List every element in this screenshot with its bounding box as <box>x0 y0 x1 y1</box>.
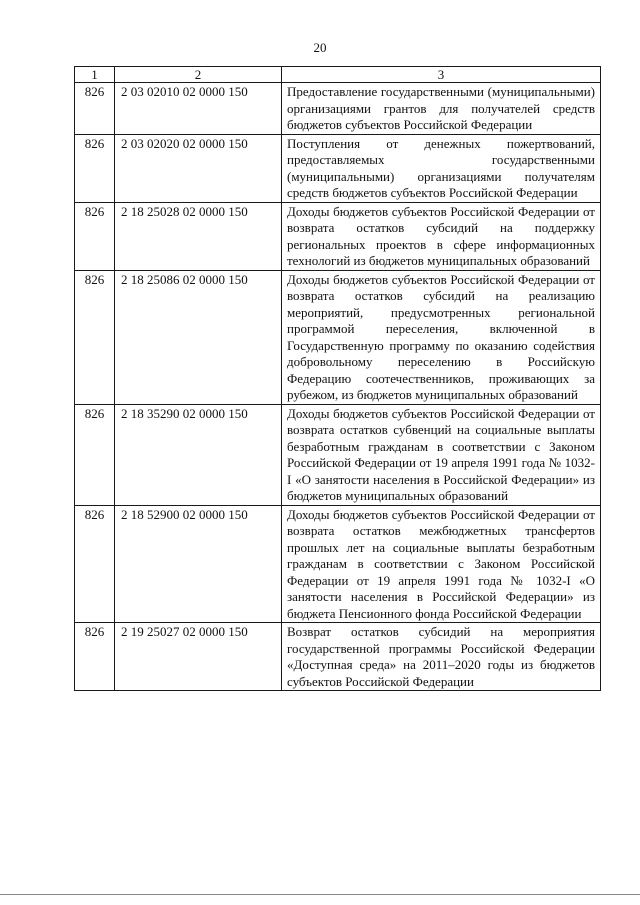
page-number: 20 <box>313 40 327 55</box>
revenue-name-cell: Предоставление государственными (муниципальными) организациями грантов для получателей средств бюджетов субъектов Российской Федерации <box>282 83 601 135</box>
budget-code-cell: 2 18 25086 02 0000 150 <box>115 270 282 404</box>
table-row <box>75 270 601 404</box>
budget-code-cell: 2 18 25028 02 0000 150 <box>115 202 282 270</box>
admin-code-cell: 826 <box>75 505 115 623</box>
table-row <box>75 623 601 691</box>
table-row <box>75 202 601 270</box>
revenue-name-cell: Возврат остатков субсидий на мероприятия государственной программы Российской Федерации «Доступная среда» на 2011–2020 годы из бюджетов субъектов Российской Федерации <box>282 623 601 691</box>
budget-code-cell: 2 19 25027 02 0000 150 <box>115 623 282 691</box>
budget-classification-table <box>74 66 601 691</box>
revenue-name-cell: Доходы бюджетов субъектов Российской Федерации от возврата остатков субсидий на реализацию мероприятий, предусмотренных региональной программой переселения, включенной в Государственную программу по оказанию содействия добровольному переселению в Российскую Федерацию соотечественников, проживающих за рубежом, из бюджетов муниципальных образований <box>282 270 601 404</box>
budget-code-cell: 2 03 02010 02 0000 150 <box>115 83 282 135</box>
table-row <box>75 134 601 202</box>
column-header-1: 1 <box>75 67 115 83</box>
column-header-3: 3 <box>282 67 601 83</box>
table-row <box>75 404 601 505</box>
revenue-name-cell: Доходы бюджетов субъектов Российской Федерации от возврата остатков межбюджетных трансфертов прошлых лет на социальные выплаты безработным гражданам в соответствии с Законом Российской Федерации от 19 апреля 1991 года № 1032-I «О занятости населения в Российской Федерации» из бюджета Пенсионного фонда Российской Федерации <box>282 505 601 623</box>
admin-code-cell: 826 <box>75 404 115 505</box>
admin-code-cell: 826 <box>75 270 115 404</box>
column-header-2: 2 <box>115 67 282 83</box>
budget-code-cell: 2 18 52900 02 0000 150 <box>115 505 282 623</box>
admin-code-cell: 826 <box>75 202 115 270</box>
revenue-name-cell: Доходы бюджетов субъектов Российской Федерации от возврата остатков субсидий на поддержку региональных проектов в сфере информационных технологий из бюджетов муниципальных образований <box>282 202 601 270</box>
admin-code-cell: 826 <box>75 83 115 135</box>
table-row <box>75 83 601 135</box>
admin-code-cell: 826 <box>75 134 115 202</box>
admin-code-cell: 826 <box>75 623 115 691</box>
revenue-name-cell: Доходы бюджетов субъектов Российской Федерации от возврата остатков субвенций на социальные выплаты безработным гражданам в соответствии с Законом Российской Федерации от 19 апреля 1991 года № 1032-I «О занятости населения в Российской Федерации» из бюджетов муниципальных образований <box>282 404 601 505</box>
budget-code-cell: 2 03 02020 02 0000 150 <box>115 134 282 202</box>
revenue-name-cell: Поступления от денежных пожертвований, предоставляемых государственными (муниципальными) организациями получателям средств бюджетов субъектов Российской Федерации <box>282 134 601 202</box>
scan-edge-divider <box>0 894 640 895</box>
table-row <box>75 505 601 623</box>
budget-code-cell: 2 18 35290 02 0000 150 <box>115 404 282 505</box>
table-header-row <box>75 67 601 83</box>
